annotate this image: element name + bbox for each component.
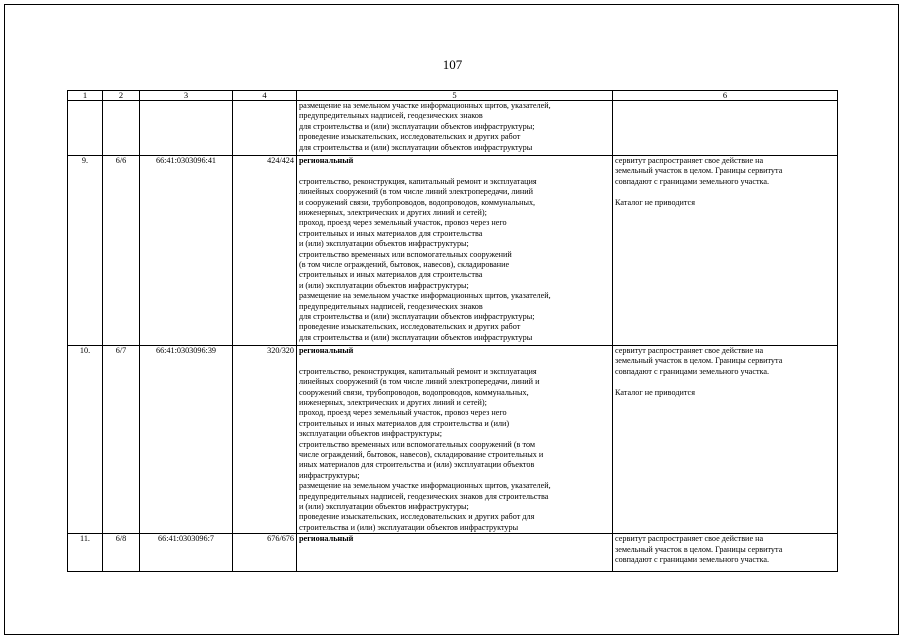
table-row — [68, 156, 838, 346]
row-number: 9. — [68, 156, 103, 346]
purpose-cell — [297, 534, 613, 572]
table-row — [68, 534, 838, 572]
row-number: 10. — [68, 346, 103, 534]
servitude-category: региональный — [299, 156, 354, 165]
header-col-4: 4 — [233, 91, 297, 101]
purpose-text: размещение на земельном участке информационных щитов, указателей, предупредительных надписей, геодезических знаков для строительства и (или) эксплуатации объектов инфраструктуры; проведение изыскательских, исследовательских и других работ для строительства и (или) эксплуатации объектов инфраструктуры — [299, 101, 551, 152]
area — [233, 101, 297, 156]
parcel-number — [103, 101, 140, 156]
cadastral-number: 66:41:0303096:39 — [140, 346, 233, 534]
purpose-cell — [297, 346, 613, 534]
note-cell — [613, 346, 838, 534]
area: 676/676 — [233, 534, 297, 572]
page-number: 107 — [442, 57, 463, 72]
parcel-number: 6/6 — [103, 156, 140, 346]
servitude-note: сервитут распространяет свое действие на земельный участок в целом. Границы сервитута совпадают с границами земельного участка. — [615, 534, 783, 565]
area: 424/424 — [233, 156, 297, 346]
purpose-cell — [297, 156, 613, 346]
row-number — [68, 101, 103, 156]
purpose-text: строительство, реконструкция, капитальный ремонт и эксплуатация линейных сооружений (в том числе линий электропередачи, линий и сооружений связи, трубопроводов, водопроводов, коммунальных, инженерных, электрических и других линий и сетей); проход, проезд через земельный участок, провоз через него строительных и иных материалов для строительства и (или) эксплуатации объектов инфраструктуры; строительство временных или вспомогательных сооружений (в том числе ограждений, бытовок, навесов), складирование строительных и иных материалов для строительства и (или) эксплуатации объектов инфраструктуры; размещение на земельном участке информационных щитов, указателей, предупредительных надписей, геодезических знаков для строительства и (или) эксплуатации объектов инфраструктуры; проведение изыскательских, исследовательских и других работ для строительства и (или) эксплуатации объектов инфраструктуры — [299, 176, 551, 342]
area: 320/320 — [233, 346, 297, 534]
row-number: 11. — [68, 534, 103, 572]
table-row — [68, 346, 838, 534]
servitude-note: сервитут распространяет свое действие на земельный участок в целом. Границы сервитута совпадают с границами земельного участка. — [615, 346, 783, 376]
header-col-6: 6 — [613, 91, 838, 101]
cadastral-number — [140, 101, 233, 156]
header-col-1: 1 — [68, 91, 103, 101]
servitude-note: сервитут распространяет свое действие на земельный участок в целом. Границы сервитута совпадают с границами земельного участка. — [615, 156, 783, 186]
servitude-category: региональный — [299, 346, 354, 355]
purpose-text: строительство, реконструкция, капитальный ремонт и эксплуатация линейных сооружений (в том числе линий электропередачи, линий и сооружений связи, трубопроводов, водопроводов, коммунальных, инженерных, электрических и других линий и сетей); проход, проезд через земельный участок, провоз через него строительных и иных материалов для строительства и (или) эксплуатации объектов инфраструктуры; строительство временных или вспомогательных сооружений (в том числе ограждений, бытовок, навесов), складирование строительных и иных материалов для строительства и (или) эксплуатации объектов инфраструктуры; размещение на земельном участке информационных щитов, указателей, предупредительных надписей, геодезических знаков для строительства и (или) эксплуатации объектов инфраструктуры; проведение изыскательских, исследовательских и других работ для строительства и (или) эксплуатации объектов инфраструктуры — [299, 366, 551, 532]
note-cell — [613, 534, 838, 572]
header-row — [68, 91, 838, 101]
note-cell — [613, 156, 838, 346]
cadastral-number: 66:41:0303096:7 — [140, 534, 233, 572]
parcel-number: 6/8 — [103, 534, 140, 572]
servitude-category: региональный — [299, 534, 354, 544]
header-col-3: 3 — [140, 91, 233, 101]
header-col-5: 5 — [297, 91, 613, 101]
cadastral-number: 66:41:0303096:41 — [140, 156, 233, 346]
purpose-cell — [297, 101, 613, 156]
servitude-table — [67, 90, 838, 572]
note-cell — [613, 101, 838, 156]
parcel-number: 6/7 — [103, 346, 140, 534]
header-col-2: 2 — [103, 91, 140, 101]
table-row — [68, 101, 838, 156]
catalog-note: Каталог не приводится — [615, 387, 695, 397]
catalog-note: Каталог не приводится — [615, 197, 695, 207]
